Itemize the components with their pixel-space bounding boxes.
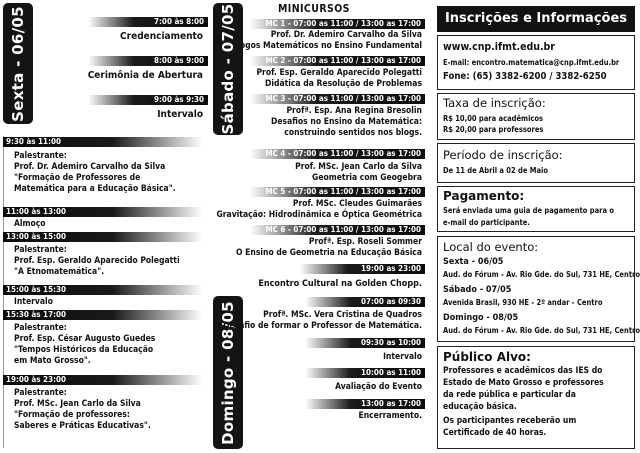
place-2-day: Sábado - 07/05 [443,285,512,295]
friday-slot-2-time: 8:00 às 9:00 [88,56,208,66]
period-title: Período de inscrição: [443,148,563,162]
day-tab-sunday-label: Domingo - 08/05 [219,300,237,445]
mc4-line-2: Geometria com Geogebra [312,173,422,183]
sunday-slot-1-line-1: Profª. MSc. Vera Cristina de Quadros [263,310,422,320]
saturday-evening-time: 19:00 as 23:00 [300,264,425,274]
place-3-day: Domingo - 08/05 [443,313,519,323]
audience-line-5: Os participantes receberão um [443,416,577,426]
payment-title: Pagamento: [443,189,525,203]
payment-line-1: Será enviada uma guia de pagamento para o [443,206,615,215]
audience-line-3: da rede pública e particular da [443,390,576,400]
place-3-addr: Aud. do Fórum - Av. Rio Gde. do Sul, 731 HE, Centro [443,326,640,335]
mc6-line-2: O Ensino de Geometria na Educação Básica [236,248,422,258]
day-tab-saturday [213,3,243,135]
sunday-slot-3-time: 10:00 as 11:00 [305,368,425,378]
friday-block-6-time: 19:00 às 23:00 [3,375,203,385]
payment-line-2: e-mail do participante. [443,218,530,227]
sunday-slot-2-time: 09:30 as 10:00 [305,338,425,348]
friday-slot-3-time: 9:00 às 9:30 [88,95,208,105]
sunday-slot-1-time: 07:00 as 09:30 [305,297,425,307]
mc5-bar: MC 5 - 07:00 as 11:00 / 13:00 as 17:00 [250,187,425,197]
audience-line-1: Professores e acadêmicos das IES do [443,366,603,376]
friday-block-1-line-3: "Formação de Professores de [14,173,141,183]
mc1-line-2: Jogos Matemáticos no Ensino Fundamental [237,41,422,51]
friday-slot-2-label: Cerimônia de Abertura [87,70,203,81]
fee-line-1: R$ 10,00 para acadêmicos [443,114,544,123]
place-title: Local do evento: [443,240,539,254]
day-tab-friday [3,3,33,124]
mc4-line-1: Prof. MSc. Jean Carlo da Silva [295,162,422,172]
fee-line-2: R$ 20,00 para professores [443,125,544,134]
mc3-line-2: Desafios no Ensino da Matemática: [270,117,422,127]
saturday-evening-label: Encontro Cultural na Golden Chopp. [258,279,422,289]
friday-block-2-line-1: Almoço [14,219,46,229]
friday-block-1-line-2: Prof. Dr. Ademiro Carvalho da Silva [14,162,166,172]
mc4-bar: MC 4 - 07:00 as 11:00 / 13:00 as 17:00 [250,149,425,159]
mc1-bar: MC 1 - 07:00 as 11:00 / 13:00 as 17:00 [250,19,425,29]
friday-block-5-line-2: Prof. Esp. César Augusto Guedes [14,334,156,344]
friday-slot-1-label: Credenciamento [120,31,203,42]
audience-title: Público Alvo: [443,350,531,364]
friday-block-6-line-2: Prof. MSc. Jean Carlo da Silva [14,399,141,409]
audience-line-2: Estado de Mato Grosso e professores [443,378,604,388]
sunday-slot-4-time: 13:00 as 17:00 [305,399,425,409]
friday-block-3-line-3: "A Etnomatemática". [14,267,105,277]
place-1-day: Sexta - 06/05 [443,257,504,267]
mc2-line-2: Didática da Resolução de Problemas [265,79,422,89]
period-text: De 11 de Abril a 02 de Maio [443,166,548,175]
info-header: Inscrições e Informações [437,6,635,32]
friday-slot-3-label: Intervalo [157,109,203,120]
friday-block-1-line-4: Matemática para a Educação Básica". [14,184,176,194]
minicursos-title: MINICURSOS [278,3,350,15]
mc3-line-3: construindo sentidos nos blogs. [284,128,422,138]
friday-block-3-line-2: Prof. Esp. Geraldo Aparecido Polegatti [14,256,180,266]
friday-block-2-time: 11:00 às 13:00 [3,207,203,217]
mc6-bar: MC 6 - 07:00 as 11:00 / 13:00 as 17:00 [250,225,425,235]
sunday-slot-2-line-1: Intervalo [383,352,422,362]
place-2-addr: Avenida Brasil, 930 HE - 2º andar - Centro [443,298,603,307]
mc2-bar: MC 2 - 07:00 as 11:00 / 13:00 as 17:00 [250,56,425,66]
contact-site[interactable]: www.cnp.ifmt.edu.br [443,41,555,53]
friday-block-5-line-4: em Mato Grosso". [14,356,91,366]
friday-slot-1-time: 7:00 às 8:00 [88,17,208,27]
mc5-line-2: Gravitação: Hidrodinâmica e Óptica Geométrica [216,210,422,220]
friday-block-4-line-1: Intervalo [14,297,53,307]
fee-title: Taxa de inscrição: [443,96,546,110]
friday-block-5-line-3: "Tempos Históricos da Educação [14,345,154,355]
friday-block-5-line-1: Palestrante: [14,323,67,333]
friday-block-3-line-1: Palestrante: [14,245,67,255]
friday-block-6-line-3: "Formação de professores: [14,410,130,420]
place-1-addr: Aud. do Fórum - Av. Rio Gde. do Sul, 731 HE, Centro [443,270,640,279]
day-tab-saturday-label: Sábado - 07/05 [219,3,237,135]
audience-line-6: Certificado de 40 horas. [443,428,547,438]
day-tab-sunday [213,296,243,449]
friday-block-4-time: 15:00 às 15:30 [3,285,203,295]
friday-block-6-line-4: Saberes e Práticas Educativas". [14,421,151,431]
friday-block-5-time: 15:30 às 17:00 [3,310,203,320]
friday-block-1-time: 9:30 às 11:00 [3,137,203,147]
contact-phone: Fone: (65) 3382-6200 / 3382-6250 [443,71,607,82]
friday-block-6-line-1: Palestrante: [14,388,67,398]
mc5-line-1: Prof. MSc. Cleudes Guimarães [292,199,422,209]
mc2-line-1: Prof. Esp. Geraldo Aparecido Polegatti [256,68,422,78]
mc6-line-1: Profª. Esp. Roseli Sommer [308,237,422,247]
sunday-slot-4-line-1: Encerramento. [358,411,422,421]
sunday-slot-3-line-1: Avaliação do Evento [335,382,422,392]
mc3-bar: MC 3 - 07:00 as 11:00 / 13:00 as 17:00 [250,94,425,104]
contact-email[interactable]: E-mail: encontro.matematica@cnp.ifmt.edu.br [443,58,620,67]
day-tab-friday-label: Sexta - 06/05 [9,5,27,122]
mc3-line-1: Profª. Esp. Ana Regina Bresolin [286,106,422,116]
audience-line-4: educação básica. [443,402,517,412]
sunday-slot-1-line-2: Desafio de formar o Professor de Matemática. [223,321,422,331]
mc1-line-1: Prof. Dr. Ademiro Carvalho da Silva [270,30,422,40]
friday-block-1-line-1: Palestrante: [14,151,67,161]
friday-block-3-time: 13:00 às 15:00 [3,232,203,242]
